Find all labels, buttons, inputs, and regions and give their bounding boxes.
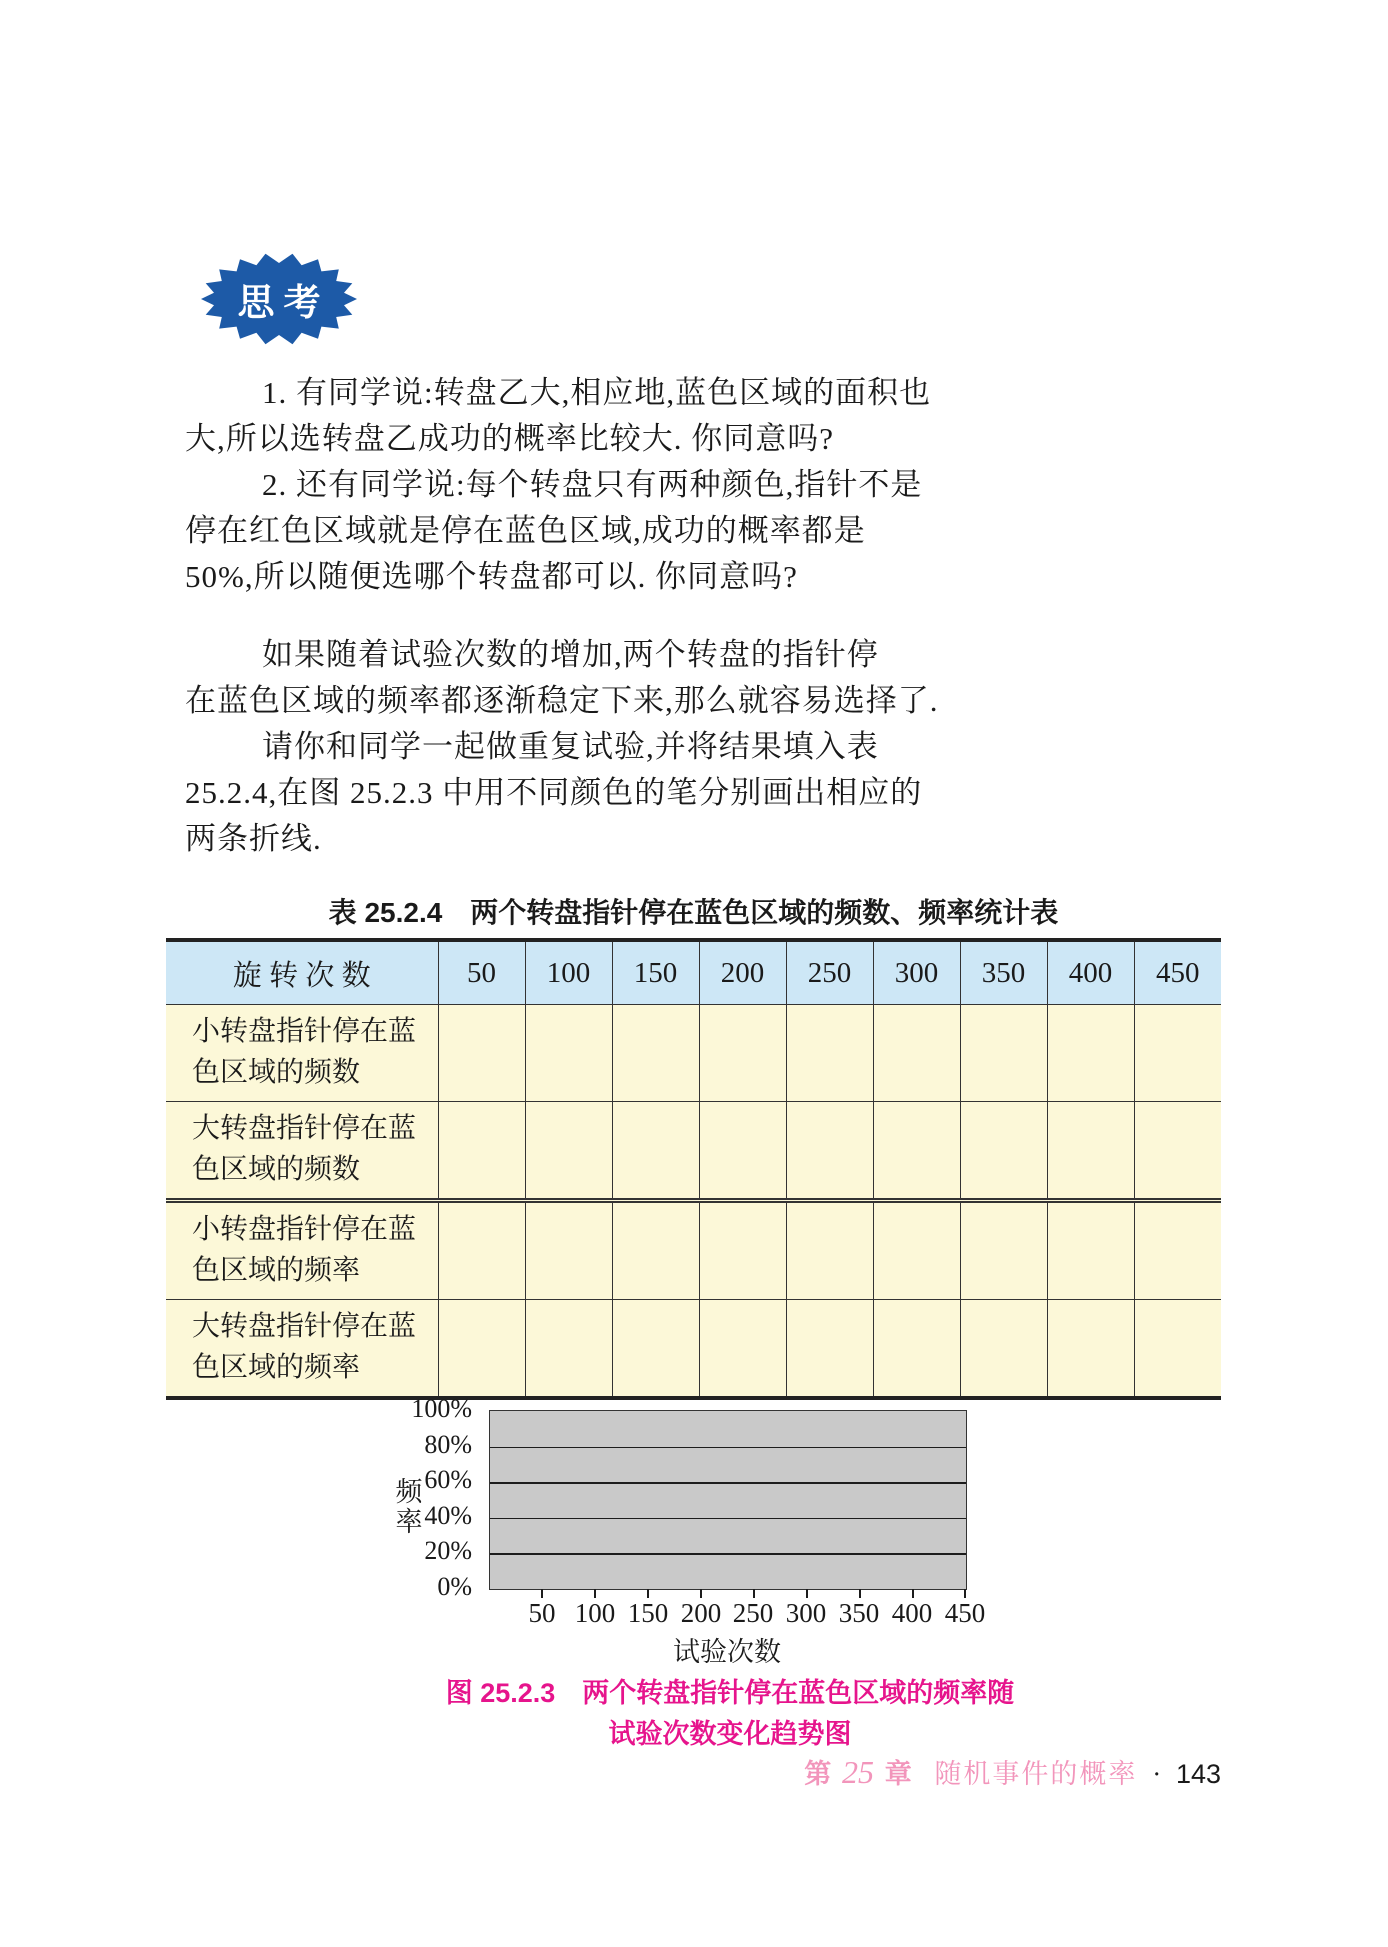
think-badge	[200, 252, 358, 346]
table-caption: 表 25.2.4 两个转盘指针停在蓝色区域的频数、频率统计表	[328, 897, 1059, 928]
table-cell-empty	[960, 1300, 1047, 1399]
table-row	[166, 1300, 1221, 1399]
footer-chapter-number: 25	[841, 1754, 874, 1790]
table-col-header: 400	[1047, 940, 1134, 1005]
table-cell-empty	[786, 1102, 873, 1201]
chart-gridline	[490, 1447, 966, 1448]
table-row	[166, 1102, 1221, 1201]
chart-x-axis-title: 试验次数	[673, 1637, 781, 1667]
table-header-row	[166, 940, 1221, 1005]
table-cell-empty	[612, 1300, 699, 1399]
table-corner-cell: 旋 转 次 数	[166, 940, 438, 1005]
table-cell-empty	[873, 1005, 960, 1102]
table-row-label: 小转盘指针停在蓝色区域的频率	[166, 1201, 438, 1300]
table-cell-empty	[873, 1300, 960, 1399]
chart-x-tick-label: 50	[528, 1598, 556, 1628]
table-row	[166, 1201, 1221, 1300]
table-cell-empty	[525, 1201, 612, 1300]
footer-separator: ·	[1152, 1759, 1162, 1789]
table-row	[166, 1005, 1221, 1102]
chart-x-tick-label: 150	[627, 1598, 669, 1628]
footer-chapter-prefix: 第	[804, 1759, 832, 1789]
chart-x-tick-mark	[964, 1589, 966, 1598]
stats-table	[166, 938, 1221, 1400]
table-cell-empty	[786, 1005, 873, 1102]
table-col-header: 250	[786, 940, 873, 1005]
chart-y-tick-label: 0%	[437, 1572, 472, 1601]
table-cell-empty	[612, 1005, 699, 1102]
chart-x-tick-label: 300	[785, 1598, 827, 1628]
table-cell-empty	[438, 1300, 525, 1399]
chart-plot-area	[489, 1410, 967, 1590]
page-footer	[600, 1752, 1221, 1791]
table-cell-empty	[438, 1201, 525, 1300]
chart-x-tick-mark	[912, 1589, 914, 1598]
table-cell-empty	[960, 1102, 1047, 1201]
table-cell-empty	[1134, 1005, 1221, 1102]
table-col-header: 300	[873, 940, 960, 1005]
chart-x-tick-mark	[700, 1589, 702, 1598]
chart-x-tick-mark	[647, 1589, 649, 1598]
table-row-label: 大转盘指针停在蓝色区域的频率	[166, 1300, 438, 1399]
paragraph-line: 两条折线.	[185, 821, 322, 856]
table-cell-empty	[699, 1201, 786, 1300]
chart-gridline	[490, 1482, 966, 1484]
chart-y-axis-title: 频率	[395, 1477, 423, 1537]
paragraph-line: 大,所以选转盘乙成功的概率比较大. 你同意吗?	[185, 421, 835, 456]
table-cell-empty	[1047, 1300, 1134, 1399]
paragraph-line: 25.2.4,在图 25.2.3 中用不同颜色的笔分别画出相应的	[185, 775, 923, 810]
chart-y-tick-label: 20%	[424, 1536, 472, 1565]
chart-x-tick-mark	[753, 1589, 755, 1598]
paragraph-line: 50%,所以随便选哪个转盘都可以. 你同意吗?	[185, 559, 798, 594]
paragraph-line: 2. 还有同学说:每个转盘只有两种颜色,指针不是	[262, 467, 923, 502]
table-cell-empty	[786, 1201, 873, 1300]
table-row-label: 大转盘指针停在蓝色区域的频数	[166, 1102, 438, 1201]
chart-y-tick-label: 40%	[424, 1501, 472, 1530]
paragraph-line: 如果随着试验次数的增加,两个转盘的指针停	[262, 637, 879, 672]
table-cell-empty	[699, 1102, 786, 1201]
figure-caption-line2: 试验次数变化趋势图	[608, 1719, 852, 1749]
table-cell-empty	[525, 1005, 612, 1102]
table-col-header: 200	[699, 940, 786, 1005]
chart-x-tick-label: 400	[891, 1598, 933, 1628]
chart-x-tick-label: 250	[732, 1598, 774, 1628]
table-cell-empty	[1134, 1201, 1221, 1300]
footer-chapter-suffix: 章	[884, 1759, 912, 1789]
table-cell-empty	[873, 1102, 960, 1201]
table-cell-empty	[699, 1300, 786, 1399]
table-cell-empty	[612, 1102, 699, 1201]
chart-x-tick-mark	[541, 1589, 543, 1598]
table-cell-empty	[1047, 1005, 1134, 1102]
table-cell-empty	[525, 1300, 612, 1399]
table-cell-empty	[1047, 1201, 1134, 1300]
table-row-label: 小转盘指针停在蓝色区域的频数	[166, 1005, 438, 1102]
table-col-header: 150	[612, 940, 699, 1005]
table-cell-empty	[786, 1300, 873, 1399]
chart-y-tick-label: 100%	[411, 1394, 472, 1423]
table-cell-empty	[1047, 1102, 1134, 1201]
table-cell-empty	[960, 1201, 1047, 1300]
chart-x-tick-label: 100	[574, 1598, 616, 1628]
chart-y-tick-label: 80%	[424, 1430, 472, 1459]
paragraph-line: 在蓝色区域的频率都逐渐稳定下来,那么就容易选择了.	[185, 683, 939, 718]
table-col-header: 450	[1134, 940, 1221, 1005]
table-cell-empty	[438, 1005, 525, 1102]
chart-x-tick-label: 450	[944, 1598, 986, 1628]
chart-x-tick-label: 350	[838, 1598, 880, 1628]
table-cell-empty	[438, 1102, 525, 1201]
chart-x-tick-mark	[859, 1589, 861, 1598]
chart-x-tick-mark	[806, 1589, 808, 1598]
chart-x-tick-mark	[594, 1589, 596, 1598]
chart-x-tick-label: 200	[680, 1598, 722, 1628]
paragraph-line: 停在红色区域就是停在蓝色区域,成功的概率都是	[185, 513, 866, 548]
paragraph-line: 1. 有同学说:转盘乙大,相应地,蓝色区域的面积也	[262, 375, 932, 410]
table-cell-empty	[525, 1102, 612, 1201]
table-col-header: 350	[960, 940, 1047, 1005]
table-cell-empty	[699, 1005, 786, 1102]
footer-page-number: 143	[1175, 1759, 1221, 1789]
table-cell-empty	[1134, 1300, 1221, 1399]
figure-caption-line1: 图 25.2.3 两个转盘指针停在蓝色区域的频率随	[445, 1678, 1015, 1708]
chart-gridline	[490, 1518, 966, 1519]
table-cell-empty	[612, 1201, 699, 1300]
table-col-header: 100	[525, 940, 612, 1005]
table-cell-empty	[1134, 1102, 1221, 1201]
think-badge-label: 思考	[237, 282, 330, 323]
table-col-header: 50	[438, 940, 525, 1005]
table-cell-empty	[873, 1201, 960, 1300]
chart-y-tick-label: 60%	[424, 1465, 472, 1494]
paragraph-line: 请你和同学一起做重复试验,并将结果填入表	[262, 729, 879, 764]
footer-chapter-title: 随机事件的概率	[934, 1759, 1138, 1789]
table-cell-empty	[960, 1005, 1047, 1102]
chart-gridline	[490, 1553, 966, 1555]
